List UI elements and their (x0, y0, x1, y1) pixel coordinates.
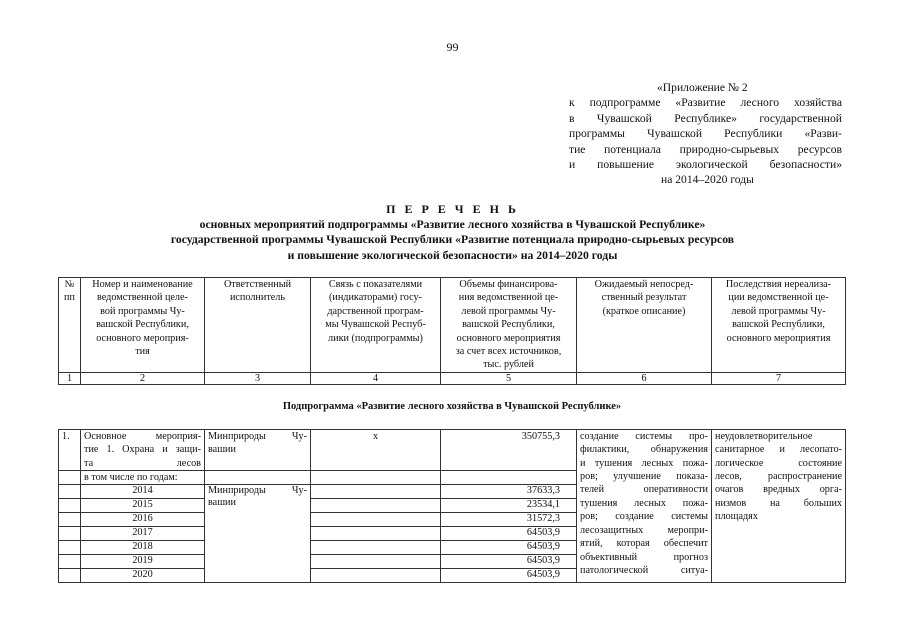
title-line: государственной программы Чувашской Республики «Развитие потенциала природно-сырьевых ресурсов (170, 233, 735, 247)
text-line: тие 1. Охрана и защи- (84, 444, 201, 456)
year: 2016 (81, 513, 205, 527)
text-line: основного мероприятия (456, 332, 561, 344)
text-line: основного мероприя- (96, 332, 189, 344)
column-number: 2 (81, 372, 205, 384)
text-line: ров; создание системы (580, 511, 708, 523)
text-lines (208, 278, 307, 305)
text-line: та лесов (84, 457, 201, 469)
text-line: площадях (715, 511, 758, 523)
text-lines (208, 430, 307, 457)
year: 2017 (81, 527, 205, 541)
text-line: санитарное и лесопато- (715, 444, 842, 456)
year: 2014 (81, 485, 205, 499)
text-line: тушения лесных пожа- (580, 497, 708, 509)
text-line: очагов вредных орга- (715, 484, 842, 496)
text-line: тыс. рублей (483, 359, 534, 371)
appendix-heading: «Приложение № 2 (657, 81, 748, 94)
text-line: ведомственной целе- (97, 292, 188, 304)
text-line: пп (64, 292, 75, 304)
text-line: ния ведомственной це- (458, 292, 559, 304)
text-lines (580, 430, 708, 577)
text-line: Минприроды Чу- (208, 430, 307, 442)
text-line: Ответственный (223, 279, 292, 290)
year-amount: 64503,9 (441, 569, 577, 583)
text-line: Основное мероприя- (84, 430, 201, 442)
consequences (712, 429, 846, 583)
header-cell (712, 278, 846, 373)
text-line: патологической ситуа- (580, 564, 708, 576)
text-line: лесозащитных меропри- (580, 524, 708, 536)
row-number: 1. (59, 429, 81, 470)
column-number: 5 (441, 372, 577, 384)
text-line: вашии (208, 497, 236, 509)
text-line: Связь с показателями (328, 279, 423, 290)
year-amount: 31572,3 (441, 513, 577, 527)
text-lines (715, 430, 842, 524)
year-amount: 37633,3 (441, 485, 577, 499)
measure-name (81, 429, 205, 470)
text-line: дарственной програм- (327, 305, 424, 317)
text-line: телей оперативности (580, 484, 708, 496)
text-line: ственный результат (601, 292, 687, 304)
text-line: вашской Республики, (96, 319, 189, 331)
header-cell (81, 278, 205, 373)
text-line: вашской Республики, (732, 319, 825, 331)
text-line: (краткое описание) (602, 305, 686, 317)
text-line: за счет всех источников, (455, 346, 562, 358)
year-amount: 64503,9 (441, 555, 577, 569)
year: 2015 (81, 499, 205, 513)
year-amount: 23534,1 (441, 499, 577, 513)
indicator-link: x (311, 429, 441, 470)
text-lines (208, 485, 307, 509)
total-amount: 350755,3 (441, 429, 577, 470)
appendix-line: в Чувашской Республике» государственной (569, 111, 842, 125)
text-lines (62, 278, 77, 305)
text-line: ции ведомственной це- (728, 292, 829, 304)
executor (205, 429, 311, 470)
appendix-line: тие потенциала природно-сырьевых ресурсов (569, 142, 842, 156)
text-line: Номер и наименование (92, 279, 193, 290)
text-lines (84, 278, 201, 358)
column-number: 6 (577, 372, 712, 384)
text-line: вашской Республики, (462, 319, 555, 331)
text-line: вашии (208, 444, 236, 456)
text-line: и тушения лесных пожа- (580, 457, 708, 469)
text-line: тия (135, 346, 150, 358)
text-line: филактики, обнаружения (580, 444, 708, 456)
header-cell (205, 278, 311, 373)
appendix-years: на 2014–2020 годы (661, 173, 754, 187)
appendix-line: и повышение экологической безопасности» (569, 158, 842, 172)
column-number: 4 (311, 372, 441, 384)
text-line: логическое состояние (715, 457, 842, 469)
column-number: 1 (59, 372, 81, 384)
text-line: исполнитель (229, 292, 286, 304)
appendix-line: к подпрограмме «Развитие лесного хозяйства (569, 96, 842, 110)
year: 2020 (81, 569, 205, 583)
year: 2019 (81, 555, 205, 569)
page-number: 99 (446, 40, 459, 54)
document-title (60, 201, 845, 263)
text-line: ятий, которая обеспечит (580, 538, 708, 550)
text-line: мы Чувашской Респуб- (325, 319, 426, 331)
text-line: основного мероприятия (726, 332, 831, 344)
header-cell (577, 278, 712, 373)
by-years-label: в том числе по годам: (81, 471, 205, 485)
header-cell (59, 278, 81, 373)
column-number-row (59, 372, 846, 384)
text-line: создание системы про- (580, 430, 708, 442)
subprogram-title-row (59, 384, 846, 429)
column-number: 7 (712, 372, 846, 384)
header-cell (441, 278, 577, 373)
text-line: Ожидаемый непосред- (594, 279, 694, 290)
text-line: лесов, распространение (715, 471, 842, 483)
year-amount: 64503,9 (441, 527, 577, 541)
text-line: ров; улучшение показа- (580, 471, 708, 483)
expected-result (577, 429, 712, 583)
header-cell (311, 278, 441, 373)
text-line: неудовлетворительное (715, 430, 813, 442)
text-line: левой программы Чу- (731, 305, 826, 317)
year-amount: 64503,9 (441, 541, 577, 555)
year: 2018 (81, 541, 205, 555)
title-line: и повышение экологической безопасности» на 2014–2020 годы (287, 248, 618, 262)
text-line: Последствия нереализа- (725, 279, 832, 290)
text-line: вой программы Чу- (100, 305, 185, 317)
text-line: объективный прогноз (580, 551, 708, 563)
text-line: лики (подпрограммы) (328, 332, 423, 344)
text-line: (индикаторами) госу- (329, 292, 422, 304)
title-line: основных мероприятий подпрограммы «Развитие лесного хозяйства в Чувашской Республике» (199, 218, 706, 231)
text-lines (444, 278, 573, 372)
text-line: Объемы финансирова- (459, 279, 558, 290)
appendix-line: программы Чувашской Республики «Разви- (569, 127, 842, 141)
table-header-row (59, 278, 846, 373)
subprogram-title: Подпрограмма «Развитие лесного хозяйства в Чувашской Республике» (59, 384, 846, 429)
column-number: 3 (205, 372, 311, 384)
text-line: левой программы Чу- (461, 305, 556, 317)
measures-table (58, 277, 846, 583)
years-executor (205, 485, 311, 583)
table-row (59, 429, 846, 470)
text-lines (715, 278, 842, 345)
text-line: низмов на больших (715, 497, 842, 509)
title-heading: П Е Р Е Ч Е Н Ь (386, 202, 519, 216)
text-lines (314, 278, 437, 345)
text-lines (580, 278, 708, 318)
appendix-note (569, 80, 842, 188)
text-line: № (64, 279, 75, 290)
text-lines (84, 430, 201, 470)
text-line: Минприроды Чу- (208, 485, 307, 497)
